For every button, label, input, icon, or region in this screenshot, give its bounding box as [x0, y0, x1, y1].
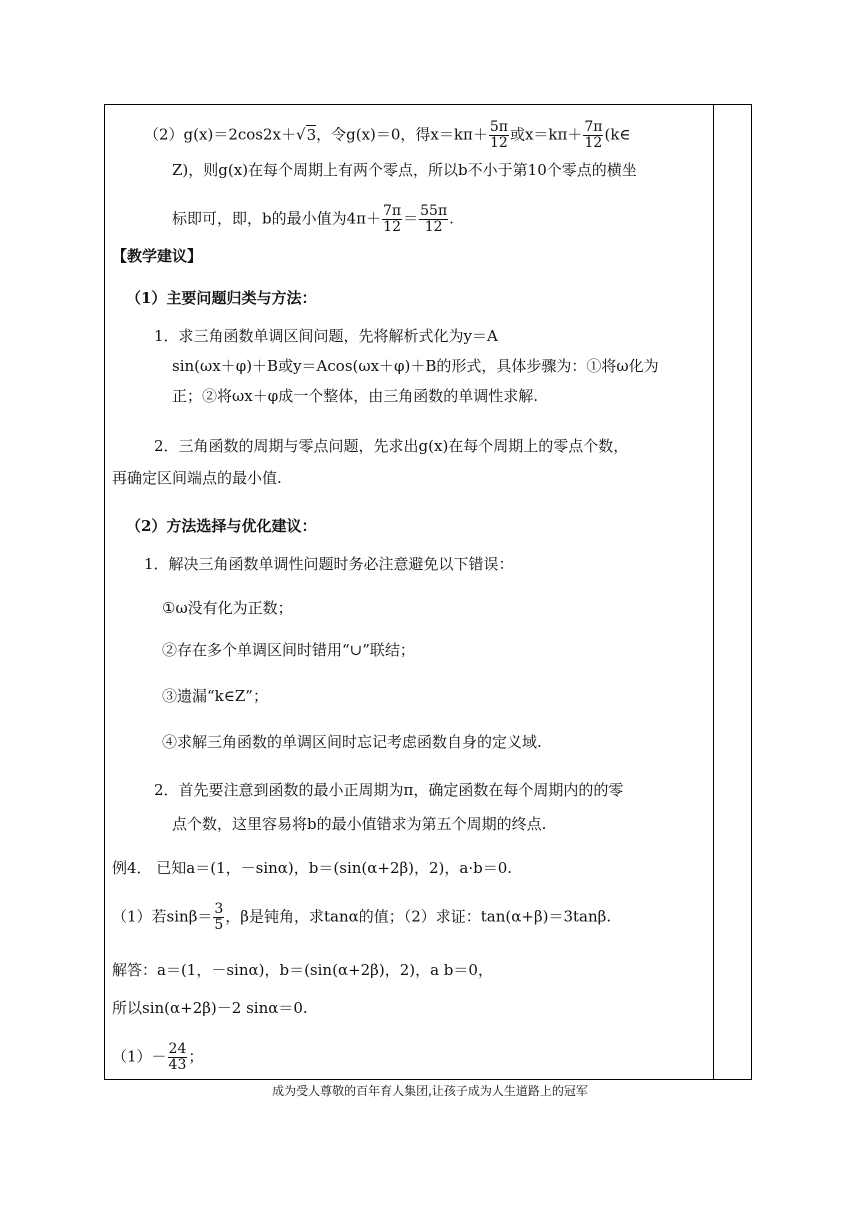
section2-item2-line2: 点个数，这里容易将b的最小值错求为第五个周期的终点. [172, 815, 547, 833]
solution-part2-line1: （2）g(x)＝2cos2x＋√3，令g(x)＝0，得x＝kπ＋ $\frac{5\pi}{12}$ 或x＝kπ＋ $\frac{7\pi}{12}$ (k∈ [144, 119, 631, 151]
section2-item2-line1: 2．首先要注意到函数的最小正周期为π，确定函数在每个周期内的的零 [154, 781, 624, 799]
section1-item1-line3: 正；②将ωx＋φ成一个整体，由三角函数的单调性求解. [172, 387, 538, 405]
answer-line2: 所以sin(α+2β)－2 sinα＝0. [112, 999, 308, 1017]
fraction-7pi-12: $\frac{7\pi}{12}$ [584, 119, 603, 151]
answer-part1: （1）－ $\frac{24}{43}$ ； [112, 1041, 204, 1073]
fraction-5pi-12: $\frac{5\pi}{12}$ [489, 119, 508, 151]
solution-part2-line2: Z)，则g(x)在每个周期上有两个零点，所以b不小于第10个零点的横坐 [172, 161, 637, 179]
fraction-24-43: $\frac{24}{43}$ [168, 1041, 187, 1073]
error-item-4: ④求解三角函数的单调区间时忘记考虑函数自身的定义域. [162, 733, 542, 751]
error-item-3: ③遗漏“k∈Z”； [162, 687, 268, 705]
section2-item1: 1．解决三角函数单调性问题时务必注意避免以下错误： [144, 555, 514, 573]
error-item-2: ②存在多个单调区间时错用“∪”联结； [162, 641, 415, 659]
page-footer: 成为受人尊敬的百年育人集团,让孩子成为人生道路上的冠军 [272, 1084, 588, 1098]
teaching-advice-title: 【教学建议】 [112, 247, 203, 265]
example4-questions: （1）若sinβ＝ $\frac{3}{5}$ ，β是钝角，求tanα的值；（2）求证：tan(α+β)＝3tanβ. [112, 901, 612, 933]
table-column-divider [713, 104, 714, 1080]
fraction-7pi-12-b: $\frac{7\pi}{12}$ [383, 203, 402, 235]
sqrt-sign: √ [296, 125, 306, 144]
answer-line1: 解答：a＝(1，－sinα)，b＝(sin(α+2β)，2)，a b＝0， [112, 961, 493, 979]
section1-item2-line1: 2．三角函数的周期与零点问题，先求出g(x)在每个周期上的零点个数， [154, 437, 629, 455]
section1-item1-line1: 1．求三角函数单调区间问题，先将解析式化为y＝A [154, 327, 498, 345]
section2-title: （2）方法选择与优化建议： [126, 517, 317, 535]
fraction-3-5: $\frac{3}{5}$ [214, 901, 224, 933]
section1-item2-line2: 再确定区间端点的最小值. [112, 469, 282, 487]
example4-statement: 例4． 已知a＝(1，－sinα)，b＝(sin(α+2β)，2)，a·b＝0. [112, 859, 513, 877]
solution-part2-line3: 标即可，即，b的最小值为4π＋ $\frac{7\pi}{12}$ ＝ $\frac{55\pi}{12}$ . [172, 203, 454, 235]
section1-item1-line2: sin(ωx＋φ)＋B或y＝Acos(ωx＋φ)＋B的形式，具体步骤为：①将ω化为 [172, 357, 659, 375]
section1-title: （1）主要问题归类与方法： [126, 289, 317, 307]
fraction-55pi-12: $\frac{55\pi}{12}$ [420, 203, 448, 235]
error-item-1: ①ω没有化为正数； [162, 599, 293, 617]
